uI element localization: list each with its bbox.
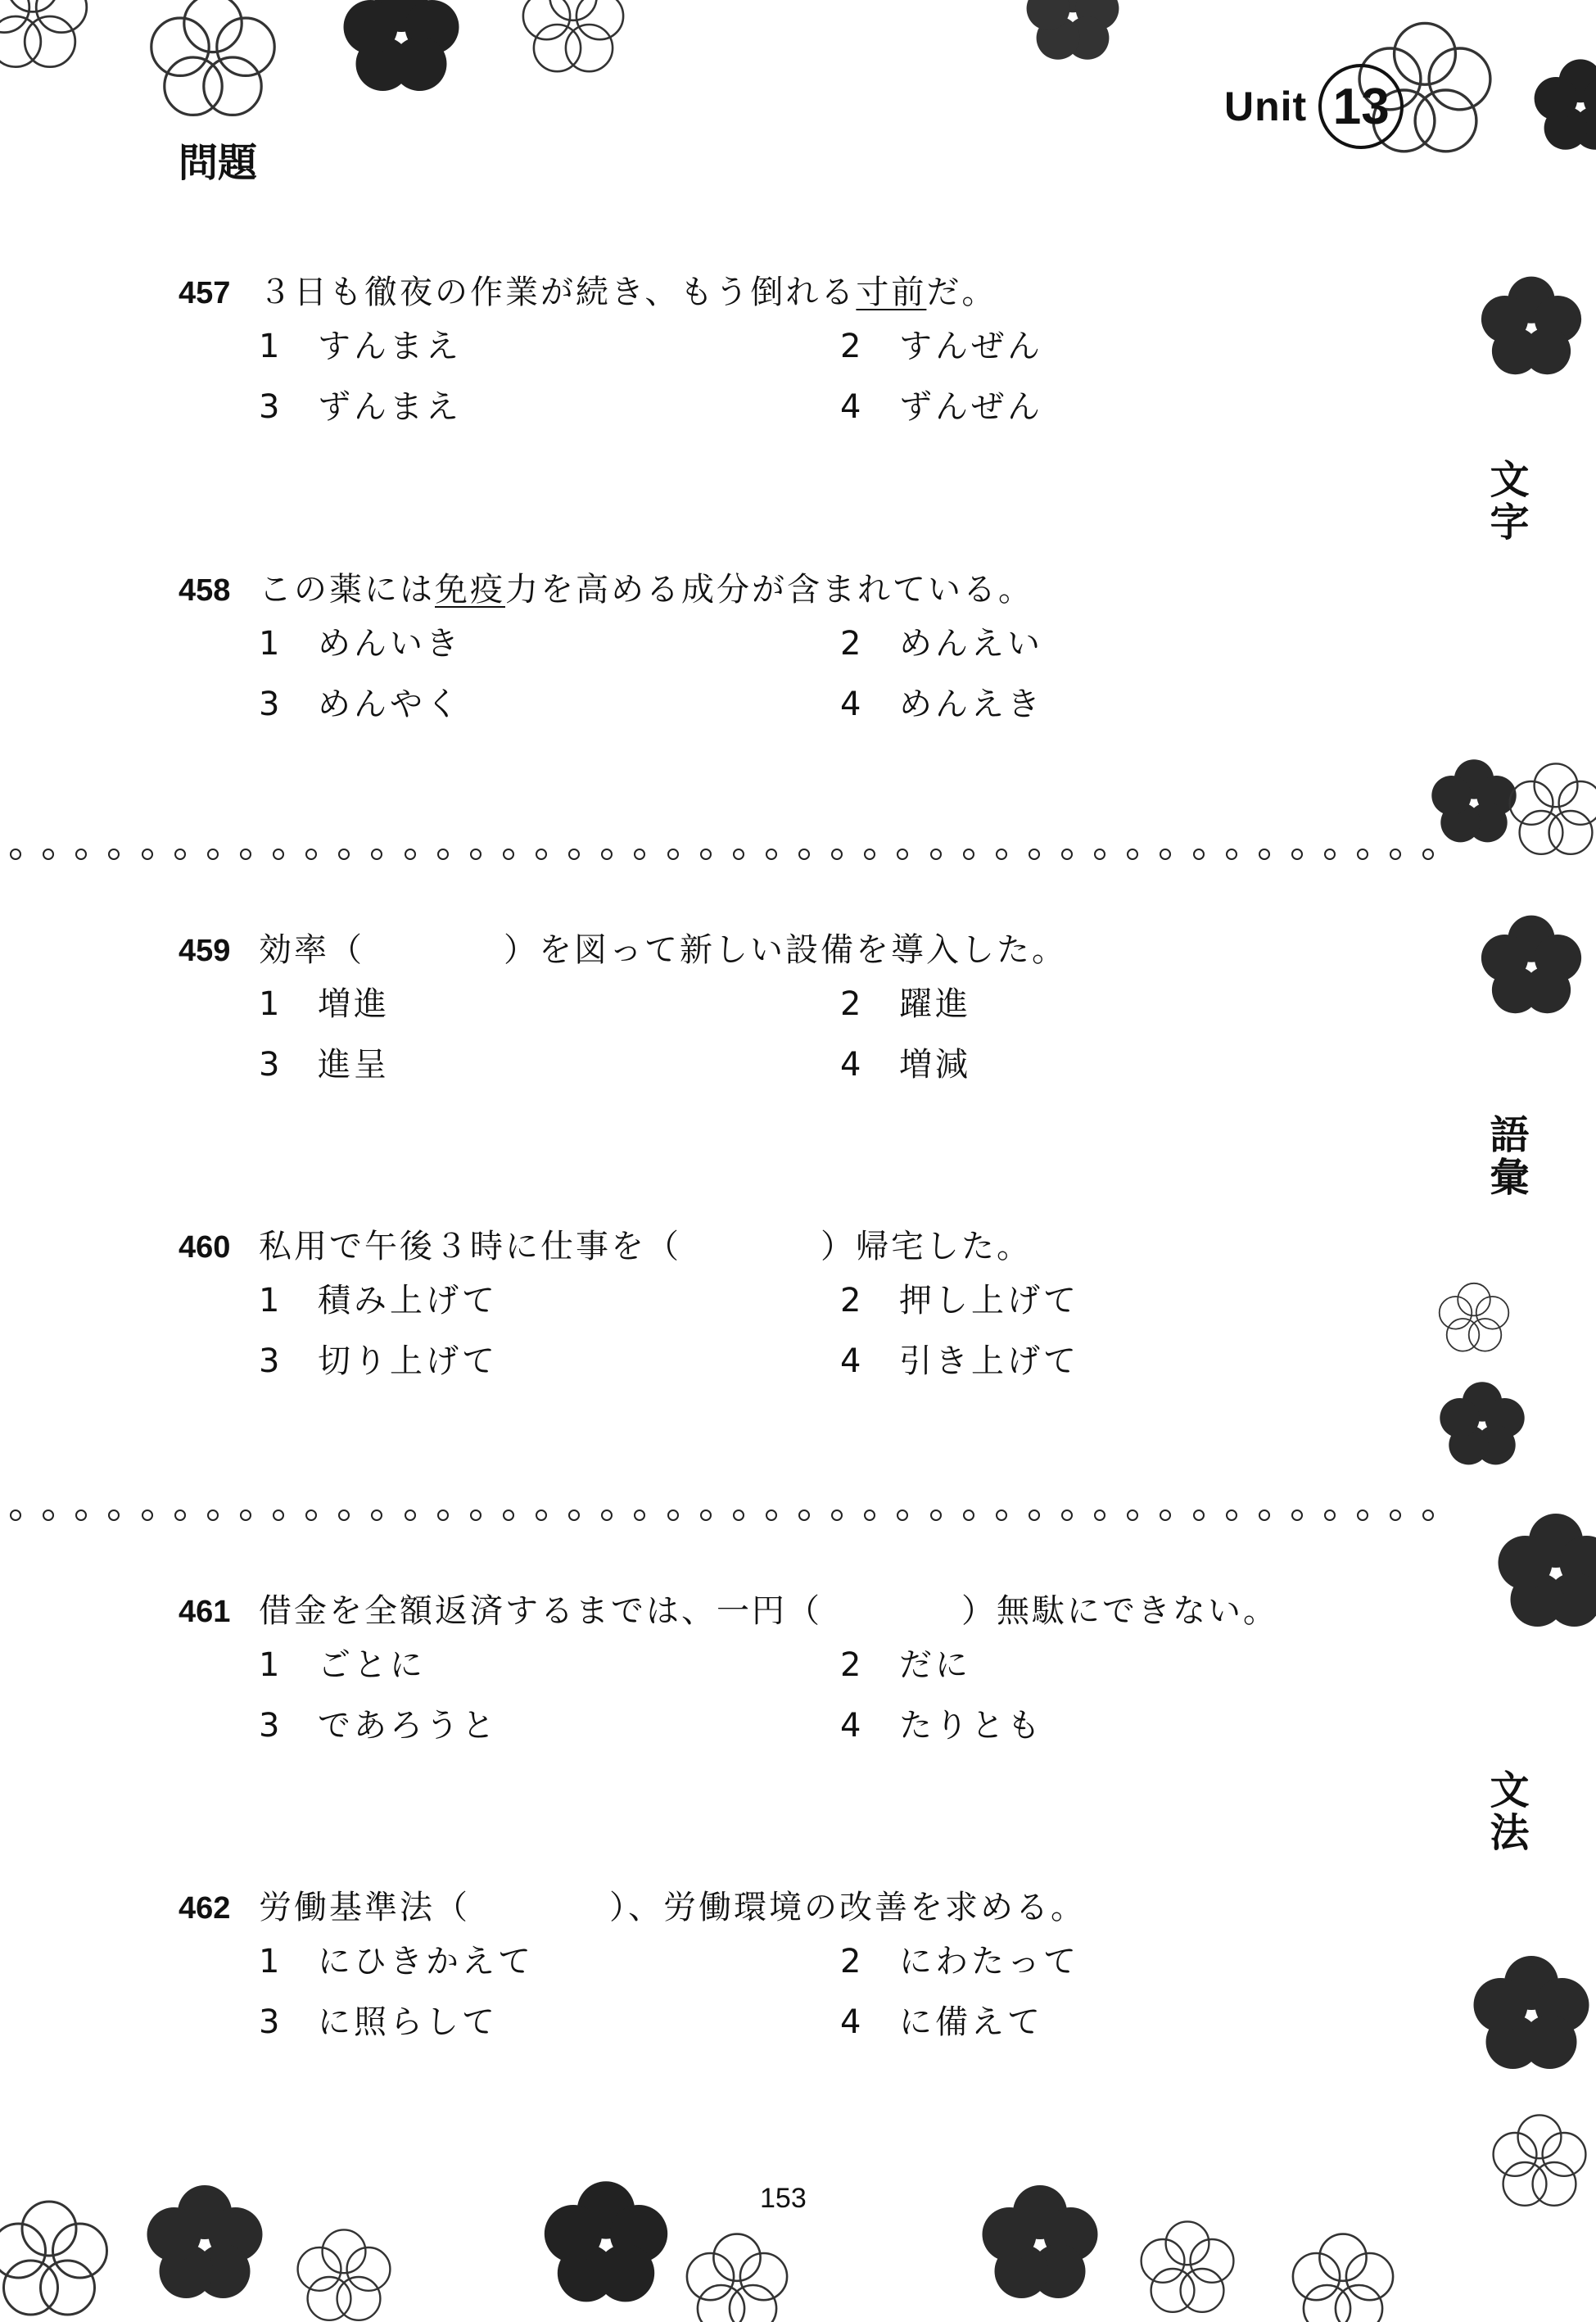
section-title: 問題 xyxy=(179,140,258,186)
divider-dot xyxy=(667,1510,679,1521)
divider-dot xyxy=(1226,1510,1237,1521)
divider-dot xyxy=(142,1510,153,1521)
divider-dot xyxy=(142,849,153,860)
question-number: 461 xyxy=(179,1595,231,1629)
divider-dot xyxy=(1029,1510,1040,1521)
divider-dot xyxy=(766,1510,777,1521)
divider-dot xyxy=(1160,1510,1171,1521)
divider-dot xyxy=(1193,1510,1205,1521)
options xyxy=(179,1639,1278,1763)
question-number: 458 xyxy=(179,573,231,608)
option-4[interactable]: 4 引き上げて xyxy=(840,1342,1079,1380)
divider-dot xyxy=(1259,1510,1270,1521)
divider-dot xyxy=(864,1510,875,1521)
question-text: 私用で午後３時に仕事を（ ）帰宅した。 xyxy=(259,1228,1032,1265)
divider-dot xyxy=(1324,849,1336,860)
question-460 xyxy=(179,1220,1079,1399)
question-459 xyxy=(179,924,1067,1102)
question-text: この薬には免疫力を高める成分が含まれている。 xyxy=(259,571,1033,609)
side-tab-moji: 文字 xyxy=(1483,459,1529,544)
option-2[interactable]: 2 躍進 xyxy=(840,985,971,1023)
option-1[interactable]: 1 すんまえ xyxy=(259,328,462,365)
divider-dot xyxy=(963,849,974,860)
options xyxy=(179,1935,1086,2060)
section-divider xyxy=(10,1507,1435,1523)
divider-dot xyxy=(1160,849,1171,860)
divider-dot xyxy=(108,1510,120,1521)
divider-dot xyxy=(207,1510,219,1521)
unit-heading xyxy=(1224,64,1404,149)
divider-dot xyxy=(601,1510,613,1521)
divider-dot xyxy=(568,1510,580,1521)
divider-dot xyxy=(273,849,284,860)
divider-dot xyxy=(700,849,712,860)
divider-dot xyxy=(1390,849,1401,860)
divider-dot xyxy=(1127,849,1138,860)
divider-dot xyxy=(338,849,350,860)
side-tab-goi: 語彙 xyxy=(1483,1114,1529,1199)
divider-dot xyxy=(1324,1510,1336,1521)
divider-dot xyxy=(831,1510,843,1521)
options xyxy=(179,1274,1079,1399)
divider-dot xyxy=(1029,849,1040,860)
divider-dot xyxy=(897,849,908,860)
option-4[interactable]: 4 に備えて xyxy=(840,2003,1043,2041)
divider-dot xyxy=(273,1510,284,1521)
divider-dot xyxy=(1422,849,1434,860)
divider-dot xyxy=(1357,1510,1368,1521)
divider-dot xyxy=(470,849,482,860)
divider-dot xyxy=(733,1510,744,1521)
divider-dot xyxy=(174,1510,186,1521)
divider-dot xyxy=(536,849,547,860)
divider-dot xyxy=(503,1510,514,1521)
divider-dot xyxy=(1291,849,1303,860)
question-text: 借金を全額返済するまでは、一円（ ）無駄にできない。 xyxy=(259,1592,1278,1630)
option-1[interactable]: 1 ごとに xyxy=(259,1646,426,1684)
divider-dot xyxy=(667,849,679,860)
divider-dot xyxy=(240,849,251,860)
option-1[interactable]: 1 めんいき xyxy=(259,625,462,663)
divider-dot xyxy=(766,849,777,860)
question-text: 労働基準法（ ）、労働環境の改善を求める。 xyxy=(259,1889,1086,1926)
page-number: 153 xyxy=(760,2183,807,2214)
divider-dot xyxy=(831,849,843,860)
option-4[interactable]: 4 たりとも xyxy=(840,1707,1043,1745)
unit-number-badge: 13 xyxy=(1318,64,1404,149)
divider-dot xyxy=(930,849,942,860)
divider-dot xyxy=(10,1510,21,1521)
question-458 xyxy=(179,564,1043,742)
options xyxy=(179,618,1043,742)
divider-dot xyxy=(930,1510,942,1521)
option-3[interactable]: 3 であろうと xyxy=(259,1707,498,1745)
divider-dot xyxy=(897,1510,908,1521)
divider-dot xyxy=(1357,849,1368,860)
option-1[interactable]: 1 増進 xyxy=(259,985,390,1023)
divider-dot xyxy=(305,1510,317,1521)
question-text: ３日も徹夜の作業が続き、もう倒れる寸前だ。 xyxy=(259,274,997,311)
divider-dot xyxy=(798,849,810,860)
divider-dot xyxy=(207,849,219,860)
option-3[interactable]: 3 に照らして xyxy=(259,2003,498,2041)
question-number: 459 xyxy=(179,934,231,968)
side-tab-bunpo: 文法 xyxy=(1483,1769,1529,1854)
divider-dot xyxy=(634,1510,645,1521)
option-1[interactable]: 1 積み上げて xyxy=(259,1282,498,1319)
underlined-target: 免疫 xyxy=(435,571,505,609)
question-number: 457 xyxy=(179,276,231,310)
divider-dot xyxy=(700,1510,712,1521)
divider-dot xyxy=(437,849,449,860)
divider-dot xyxy=(503,849,514,860)
divider-dot xyxy=(798,1510,810,1521)
divider-dot xyxy=(1259,849,1270,860)
divider-dot xyxy=(240,1510,251,1521)
divider-dot xyxy=(305,849,317,860)
divider-dot xyxy=(43,849,54,860)
options xyxy=(179,978,1067,1102)
divider-dot xyxy=(75,1510,87,1521)
divider-dot xyxy=(536,1510,547,1521)
divider-dot xyxy=(405,849,416,860)
option-2[interactable]: 2 だに xyxy=(840,1646,971,1684)
option-3[interactable]: 3 進呈 xyxy=(259,1046,390,1084)
option-2[interactable]: 2 押し上げて xyxy=(840,1282,1079,1319)
underlined-target: 寸前 xyxy=(856,274,927,311)
divider-dot xyxy=(733,849,744,860)
option-4[interactable]: 4 増減 xyxy=(840,1046,971,1084)
option-3[interactable]: 3 めんやく xyxy=(259,686,462,723)
divider-dot xyxy=(1226,849,1237,860)
divider-dot xyxy=(371,1510,382,1521)
divider-dot xyxy=(1127,1510,1138,1521)
question-number: 460 xyxy=(179,1230,231,1265)
divider-dot xyxy=(1390,1510,1401,1521)
question-462 xyxy=(179,1881,1086,2060)
option-3[interactable]: 3 ずんまえ xyxy=(259,388,462,426)
unit-label: Unit xyxy=(1224,84,1308,129)
option-2[interactable]: 2 にわたって xyxy=(840,1943,1079,1980)
divider-dot xyxy=(1061,849,1073,860)
divider-dot xyxy=(437,1510,449,1521)
divider-dot xyxy=(634,849,645,860)
option-2[interactable]: 2 めんえい xyxy=(840,625,1043,663)
divider-dot xyxy=(1291,1510,1303,1521)
divider-dot xyxy=(75,849,87,860)
divider-dot xyxy=(1094,1510,1105,1521)
divider-dot xyxy=(10,849,21,860)
divider-dot xyxy=(996,1510,1007,1521)
option-4[interactable]: 4 めんえき xyxy=(840,686,1043,723)
option-4[interactable]: 4 ずんぜん xyxy=(840,388,1043,426)
options xyxy=(179,320,1043,445)
divider-dot xyxy=(963,1510,974,1521)
divider-dot xyxy=(1193,849,1205,860)
divider-dot xyxy=(1422,1510,1434,1521)
divider-dot xyxy=(568,849,580,860)
divider-dot xyxy=(43,1510,54,1521)
divider-dot xyxy=(470,1510,482,1521)
divider-dot xyxy=(996,849,1007,860)
divider-dot xyxy=(864,849,875,860)
option-1[interactable]: 1 にひきかえて xyxy=(259,1943,534,1980)
divider-dot xyxy=(338,1510,350,1521)
divider-dot xyxy=(405,1510,416,1521)
question-number: 462 xyxy=(179,1891,231,1926)
divider-dot xyxy=(108,849,120,860)
question-457 xyxy=(179,266,1043,445)
divider-dot xyxy=(1094,849,1105,860)
divider-dot xyxy=(371,849,382,860)
divider-dot xyxy=(1061,1510,1073,1521)
option-3[interactable]: 3 切り上げて xyxy=(259,1342,498,1380)
divider-dot xyxy=(601,849,613,860)
divider-dot xyxy=(174,849,186,860)
option-2[interactable]: 2 すんぜん xyxy=(840,328,1043,365)
question-text: 効率（ ）を図って新しい設備を導入した。 xyxy=(259,931,1067,969)
question-461 xyxy=(179,1585,1278,1763)
section-divider xyxy=(10,846,1435,862)
